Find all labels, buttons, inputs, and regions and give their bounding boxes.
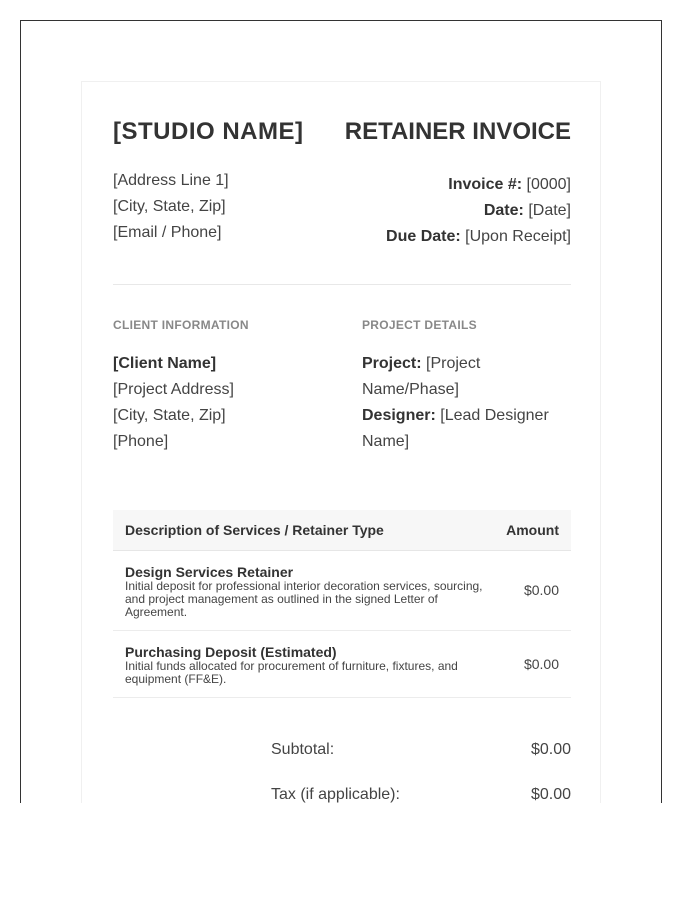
description-column-header: Description of Services / Retainer Type: [125, 522, 384, 538]
studio-address: [113, 168, 229, 246]
client-city-state-zip: [City, State, Zip]: [113, 407, 226, 424]
date-value: [Date]: [528, 202, 571, 219]
designer-label: Designer:: [362, 407, 436, 424]
tax-label: Tax (if applicable):: [271, 786, 400, 803]
project-details: [362, 351, 571, 455]
invoice-number-row: [386, 172, 571, 198]
table-row: [113, 631, 571, 698]
date-label: Date:: [483, 202, 524, 219]
project-details-heading: PROJECT DETAILS: [362, 318, 477, 332]
row-description: [125, 564, 485, 619]
tax-value: $0.00: [530, 786, 571, 803]
row-description: [125, 644, 485, 686]
city-state-zip: [City, State, Zip]: [113, 198, 226, 215]
table-header: [113, 510, 571, 551]
subtotal-label: Subtotal:: [271, 741, 335, 758]
due-date-row: [386, 224, 571, 250]
invoice-number-value: [0000]: [526, 176, 571, 193]
client-project-address: [Project Address]: [113, 381, 234, 398]
designer-value: [Lead Designer Name]: [362, 407, 549, 450]
invoice-page: [81, 81, 601, 803]
document-viewport[interactable]: [20, 20, 662, 803]
email-phone: [Email / Phone]: [113, 224, 222, 241]
client-info: [113, 351, 234, 455]
project-row: [362, 351, 571, 403]
designer-row: [362, 403, 571, 455]
project-label: Project:: [362, 355, 422, 372]
date-row: [386, 198, 571, 224]
row-title: Design Services Retainer: [125, 564, 294, 580]
due-date-label: Due Date:: [386, 228, 461, 245]
invoice-title: RETAINER INVOICE: [344, 118, 571, 145]
row-title: Purchasing Deposit (Estimated): [125, 644, 337, 660]
header-divider: [113, 284, 571, 285]
client-info-heading: CLIENT INFORMATION: [113, 318, 249, 332]
studio-name: [STUDIO NAME]: [113, 118, 304, 145]
invoice-meta: [386, 172, 571, 250]
table-row: [113, 551, 571, 631]
due-date-value: [Upon Receipt]: [465, 228, 571, 245]
address-line: [Address Line 1]: [113, 172, 229, 189]
subtotal-value: $0.00: [530, 741, 571, 758]
project-value: [Project Name/Phase]: [362, 355, 481, 398]
services-table: [113, 510, 571, 698]
client-name: [Client Name]: [113, 355, 217, 372]
invoice-header: [113, 118, 571, 148]
row-amount: $0.00: [523, 582, 559, 598]
row-note: Initial funds allocated for procurement of furniture, fixtures, and equipment (FF&E).: [125, 659, 458, 686]
row-amount: $0.00: [523, 656, 559, 672]
invoice-number-label: Invoice #:: [448, 176, 523, 193]
amount-column-header: Amount: [506, 522, 559, 538]
client-phone: [Phone]: [113, 433, 169, 450]
row-note: Initial deposit for professional interior decoration services, sourcing, and project management as outlined in the signed Letter of Agreement.: [125, 579, 483, 619]
